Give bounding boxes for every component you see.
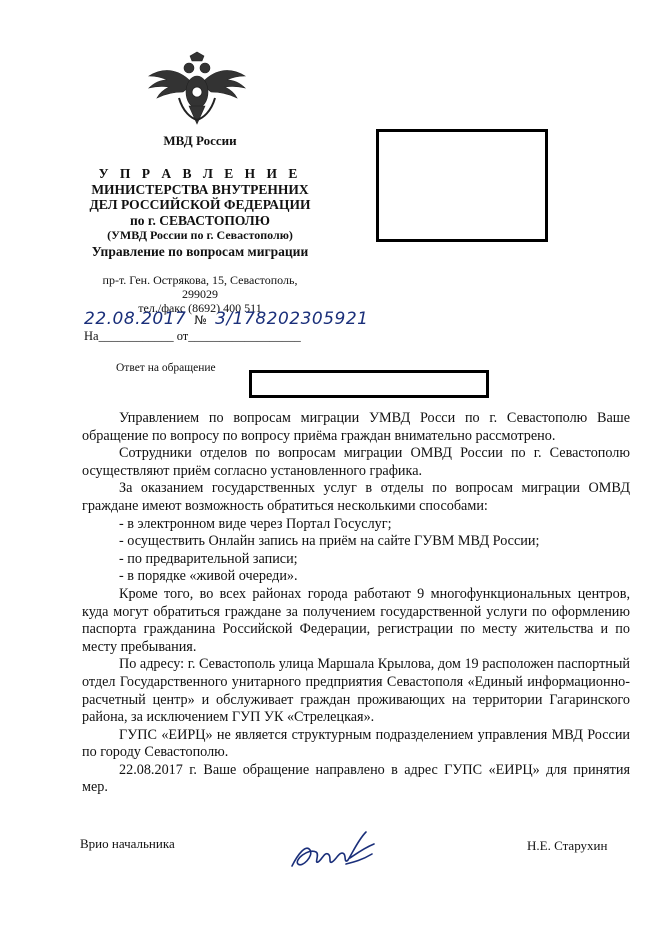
handwritten-number: 3/178202305921: [215, 309, 369, 329]
dept-line: МИНИСТЕРСТВА ВНУТРЕННИХ: [91, 181, 309, 197]
dept-line: Управление по вопросам миграции: [91, 243, 309, 259]
number-sign: №: [194, 313, 208, 327]
body-paragraph: Сотрудники отделов по вопросам миграции ОМВД России по г. Севастополю осуществляют приём согласно установленного графика.: [82, 445, 630, 479]
signatory-position: Врио начальника: [80, 836, 175, 851]
handwritten-date: 22.08.2017: [84, 309, 187, 329]
org-short-name: МВД России: [163, 133, 237, 148]
body-paragraph: По адресу: г. Севастополь улица Маршала Крылова, дом 19 расположен паспортный отдел Государственного унитарного предприятия Севастополя «Единый информационно-расчетный центр» и обслуживает граждан проживающих на территории Гагаринского района, за исключением ГУП УК «Стрелецкая».: [82, 656, 630, 726]
address-line: пр-т. Ген. Острякова, 15, Севастополь,: [102, 273, 298, 287]
redacted-reference-box: [249, 370, 489, 398]
list-item: - в электронном виде через Портал Госуслуг;: [119, 515, 392, 532]
dept-line: ДЕЛ РОССИЙСКОЙ ФЕДЕРАЦИИ: [89, 197, 311, 212]
list-item: - по предварительной записи;: [119, 550, 298, 567]
handwritten-signature-icon: [288, 824, 380, 876]
address-line: 299029: [182, 287, 218, 301]
reply-to-label: Ответ на обращение: [116, 362, 216, 374]
body-paragraph: За оказанием государственных услуг в отделы по вопросам миграции ОМВД граждане имеют возможность обратиться несколькими способами:: [82, 480, 630, 514]
mvd-eagle-emblem-icon: [143, 50, 251, 130]
list-item: - в порядке «живой очереди».: [119, 568, 298, 585]
redacted-recipient-box: [376, 129, 548, 242]
dept-line: (УМВД России по г. Севастополю): [107, 228, 293, 242]
signatory-name: Н.Е. Старухин: [527, 838, 608, 853]
body-paragraph: Кроме того, во всех районах города работают 9 многофункциональных центров, куда могут обратиться граждане за получением государственной услуги по оформлению паспорта гражданина Российской Федерации, регистрации по месту жительства и по месту пребывания.: [82, 585, 630, 655]
address-line: тел./факс (8692) 400 511: [138, 301, 262, 315]
reference-line: На____________ от__________________: [84, 329, 301, 343]
department-title: [60, 166, 340, 259]
dept-line: У П Р А В Л Е Н И Е: [98, 166, 302, 181]
dept-line: по г. СЕВАСТОПОЛЮ: [130, 212, 270, 228]
body-paragraph: ГУПС «ЕИРЦ» не является структурным подразделением управления МВД России по городу Севастополю.: [82, 726, 630, 761]
body-paragraph: Управлением по вопросам миграции УМВД Росси по г. Севастополю Ваше обращение по вопросу по вопросу приёма граждан внимательно рассмотрено.: [82, 410, 630, 444]
list-item: - осуществить Онлайн запись на приём на сайте ГУВМ МВД России;: [119, 533, 540, 550]
letter-body: [82, 410, 630, 797]
outgoing-number-line: [84, 309, 368, 329]
body-paragraph: 22.08.2017 г. Ваше обращение направлено в адрес ГУПС «ЕИРЦ» для принятия мер.: [82, 761, 630, 796]
